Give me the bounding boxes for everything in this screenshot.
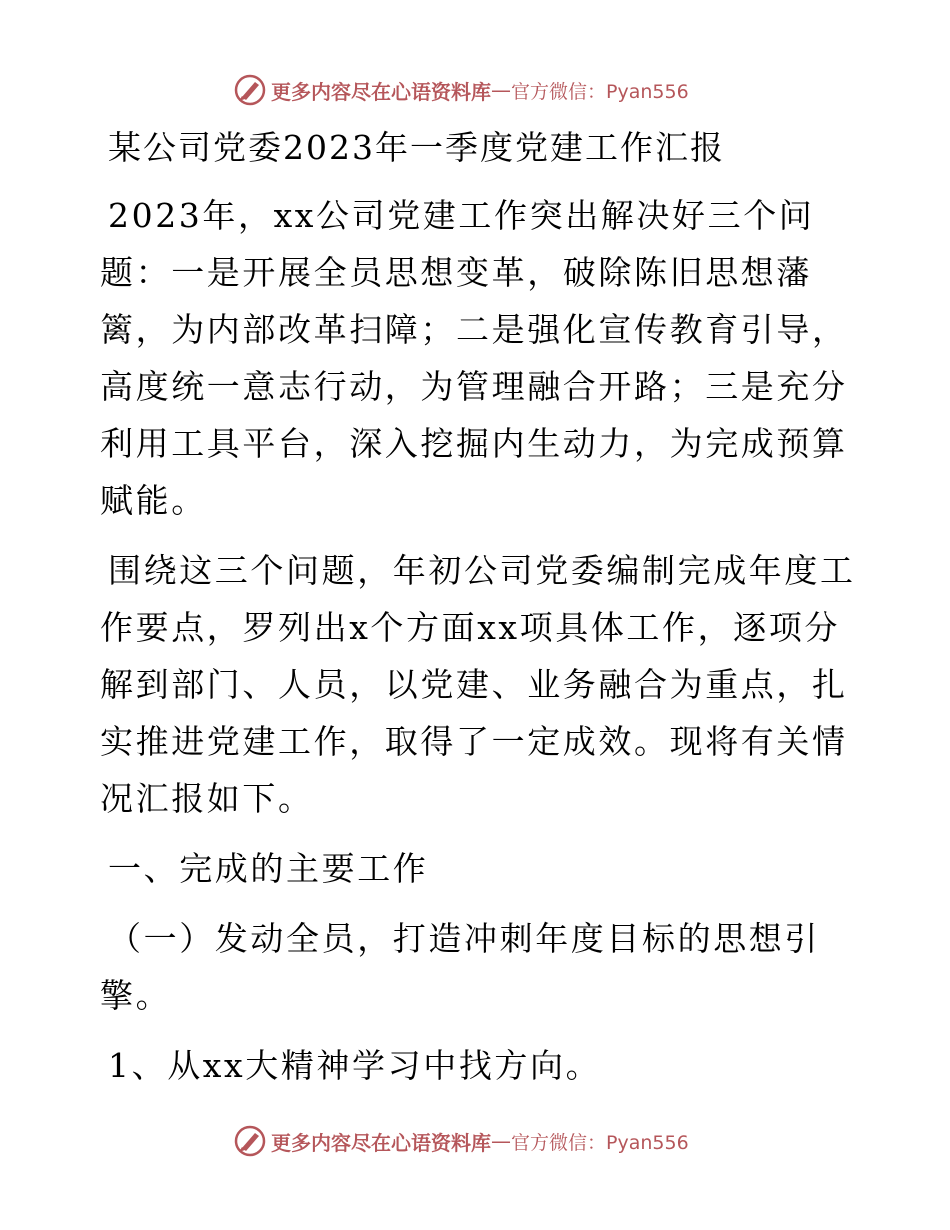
subsection-heading: （一）发动全员，打造冲刺年度目标的思想引擎。: [100, 919, 820, 1015]
watermark-separator: —: [491, 78, 511, 102]
item-heading: 1、从xx大精神学习中找方向。: [108, 1046, 602, 1085]
watermark-contact: 官方微信：Pyan556: [511, 1131, 689, 1154]
document-body: [100, 122, 860, 1107]
paragraph-intro: 2023年，xx公司党建工作突出解决好三个问题：一是开展全员思想变革，破除陈旧思想藩篱，为内部改革扫障；二是强化宣传教育引导，高度统一意志行动，为管理融合开路；三是充分利用工具平台，深入挖掘内生动力，为完成预算赋能。: [100, 196, 848, 520]
watermark-contact: 官方微信：Pyan556: [511, 80, 689, 103]
document-title: 某公司党委2023年一季度党建工作汇报: [108, 128, 725, 167]
footer-watermark: [233, 1124, 689, 1158]
pen-logo-icon: [233, 1124, 267, 1158]
watermark-text: 更多内容尽在心语资料库: [271, 1130, 491, 1155]
header-watermark: [233, 73, 689, 107]
paragraph-summary: 围绕这三个问题，年初公司党委编制完成年度工作要点，罗列出x个方面xx项具体工作，逐项分解到部门、人员，以党建、业务融合为重点，扎实推进党建工作，取得了一定成效。现将有关情况汇报如下。: [100, 551, 856, 818]
watermark-text: 更多内容尽在心语资料库: [271, 79, 491, 104]
pen-logo-icon: [233, 73, 267, 107]
watermark-separator: —: [491, 1129, 511, 1153]
section-heading: 一、完成的主要工作: [108, 849, 429, 888]
